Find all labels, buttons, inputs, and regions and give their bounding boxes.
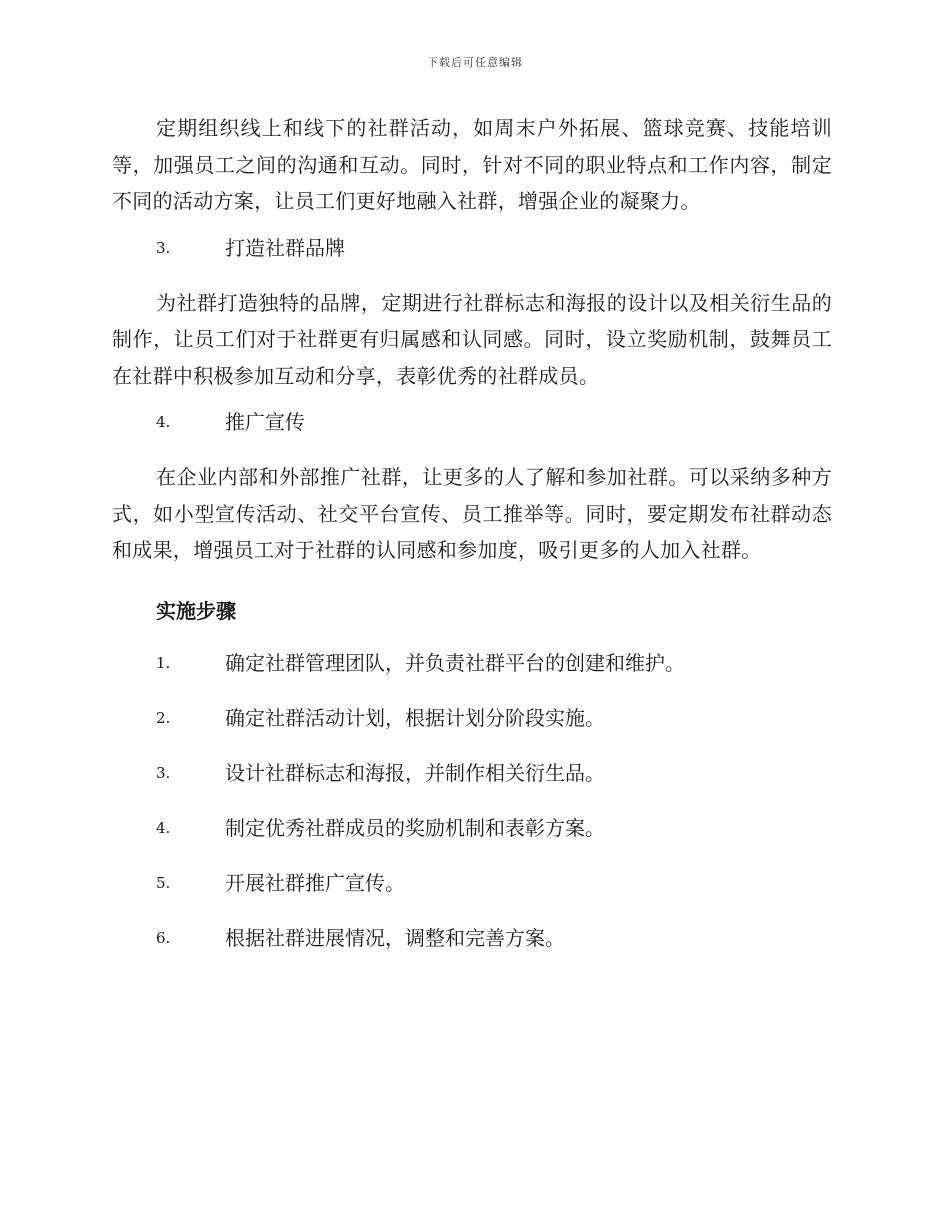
step-item [112,645,832,681]
document-body [112,110,832,975]
step-item [112,810,832,846]
step-number: 1. [156,653,171,672]
step-number: 2. [156,708,171,727]
paragraph-activities: 定期组织线上和线下的社群活动，如周末户外拓展、篮球竞赛、技能培训等，加强员工之间的沟通和互动。同时，针对不同的职业特点和工作内容，制定不同的活动方案，让员工们更好地融入社群，增强企业的凝聚力。 [112,116,832,213]
step-text: 设计社群标志和海报，并制作相关衍生品。 [225,760,605,785]
paragraph-brand: 为社群打造独特的品牌，定期进行社群标志和海报的设计以及相关衍生品的制作，让员工们对于社群更有归属感和认同感。同时，设立奖励机制，鼓舞员工在社群中积极参加互动和分享，表彰优秀的社群成员。 [112,290,832,388]
list-item-number: 4. [156,413,171,431]
page-header-note: 下载后可任意编辑 [427,56,523,69]
step-item [112,865,832,901]
step-item [112,755,832,791]
paragraph-promo: 在企业内部和外部推广社群，让更多的人了解和参加社群。可以采纳多种方式，如小型宣传活动、社交平台宣传、员工推举等。同时，要定期发布社群动态和成果，增强员工对于社群的认同感和参加度，吸引更多的人加入社群。 [112,465,832,562]
step-text: 开展社群推广宣传。 [225,870,405,895]
step-item [112,700,832,736]
step-text: 制定优秀社群成员的奖励机制和表彰方案。 [225,815,605,840]
list-item-promo [112,404,832,440]
step-text: 确定社群活动计划，根据计划分阶段实施。 [225,705,605,730]
list-item-title: 打造社群品牌 [225,235,345,260]
step-text: 确定社群管理团队，并负责社群平台的创建和维护。 [225,650,685,675]
step-number: 3. [156,763,171,782]
step-number: 6. [156,928,171,947]
step-item [112,920,832,956]
step-number: 5. [156,873,171,892]
step-number: 4. [156,818,171,837]
list-item-title: 推广宣传 [225,410,305,434]
list-item-brand [112,230,832,266]
step-text: 根据社群进展情况，调整和完善方案。 [225,925,565,950]
list-item-number: 3. [156,238,171,257]
section-heading-steps: 实施步骤 [156,598,236,623]
